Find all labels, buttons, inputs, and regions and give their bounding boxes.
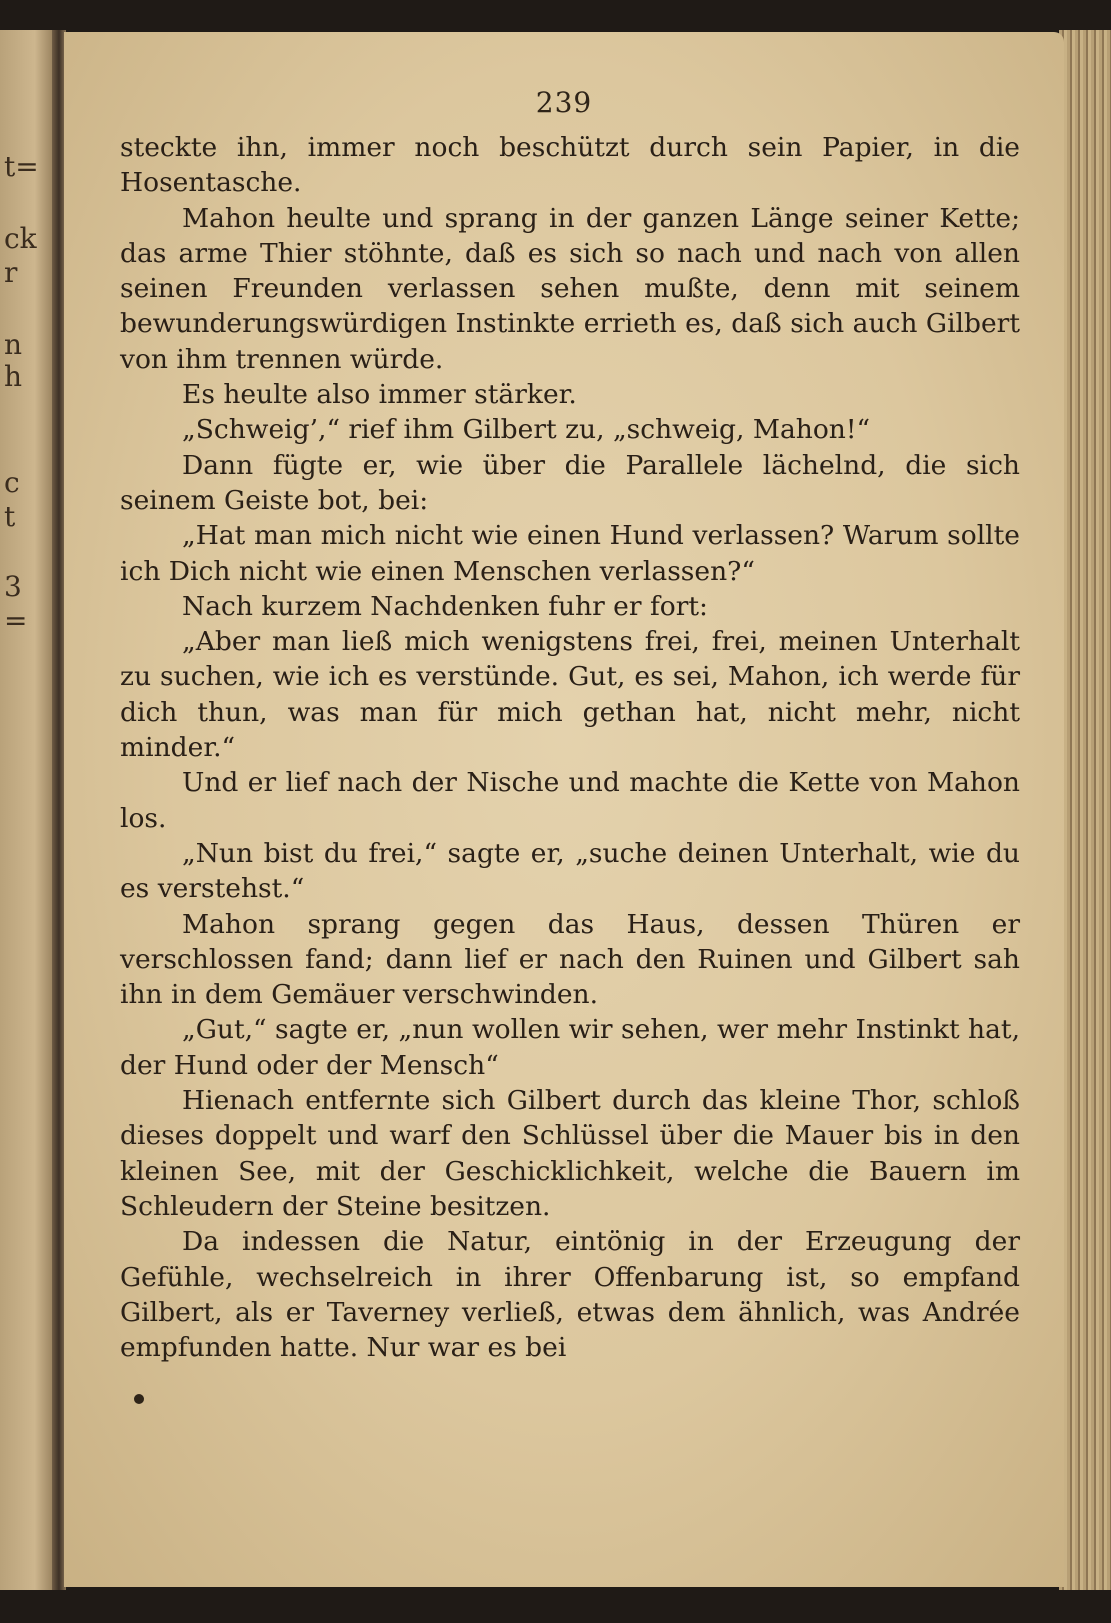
paragraph: Mahon heulte und sprang in der ganzen Länge seiner Kette; das arme Thier stöhnte, daß es sich so nach und nach von allen seinen Freunden verlassen sehen mußte, denn mit seinem bewunderungswürdigen Instinkte errieth es, daß sich auch Gilbert von ihm trennen würde. [120,202,1020,375]
margin-fragment: = [4,604,28,637]
paragraph: „Aber man ließ mich wenigstens frei, frei, meinen Unterhalt zu suchen, wie ich es verstünde. Gut, es sei, Mahon, ich werde für dich thun, was man für mich gethan hat, nicht mehr, nicht minder.“ [120,626,1020,764]
paragraph: „Nun bist du frei,“ sagte er, „suche deinen Unterhalt, wie du es verstehst.“ [120,837,1020,905]
page-stack-edge [1059,30,1111,1590]
paragraph: „Schweig’,“ rief ihm Gilbert zu, „schweig, Mahon!“ [182,414,871,446]
paragraph: Nach kurzem Nachdenken fuhr er fort: [182,590,708,622]
paragraph: Da indessen die Natur, eintönig in der Erzeugung der Gefühle, wechselreich in ihrer Offenbarung ist, so empfand Gilbert, als er Taverney verließ, etwas dem ähnlich, was Andrée empfunden hatte. Nur war es bei [120,1226,1020,1364]
margin-fragment: t= [4,150,39,183]
paragraph: Hienach entfernte sich Gilbert durch das kleine Thor, schloß dieses doppelt und warf den Schlüssel über die Mauer bis in den kleinen See, mit der Geschicklichkeit, welche die Bauern im Schleudern der Steine besitzen. [120,1085,1020,1222]
paragraph: Dann fügte er, wie über die Parallele lächelnd, die sich seinem Geiste bot, bei: [120,449,1020,516]
ink-spot [134,1394,144,1404]
paragraph: Mahon sprang gegen das Haus, dessen Thüren er verschlossen fand; dann lief er nach den Ruinen und Gilbert sah ihn in dem Gemäuer verschwinden. [120,908,1020,1011]
margin-fragment: h [4,360,23,393]
page-body [120,130,1020,1365]
margin-fragment: ck [4,222,37,255]
paragraph: „Gut,“ sagte er, „nun wollen wir sehen, wer mehr Instinkt hat, der Hund oder der Mensch“ [120,1014,1020,1081]
paragraph: steckte ihn, immer noch beschützt durch sein Papier, in die Hosentasche. [120,132,1020,199]
paragraph: Es heulte also immer stärker. [182,379,577,411]
book-page [64,32,1064,1587]
margin-fragment: t [4,500,16,533]
previous-page-edge [0,30,58,1590]
margin-fragment: r [4,256,18,289]
paragraph: „Hat man mich nicht wie einen Hund verlassen? Warum sollte ich Dich nicht wie einen Menschen verlassen?“ [120,520,1020,587]
paragraph: Und er lief nach der Nische und machte die Kette von Mahon los. [120,767,1020,834]
margin-fragment: 3 [4,570,22,603]
page-number: 239 [535,86,593,119]
margin-fragment: n [4,328,23,361]
margin-fragment: c [4,466,20,499]
